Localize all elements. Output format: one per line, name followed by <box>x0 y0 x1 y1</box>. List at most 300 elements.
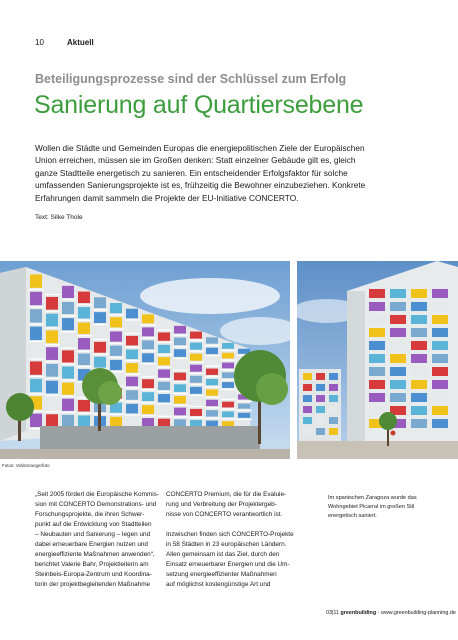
balcony-slab <box>77 366 92 367</box>
balcony-slab <box>45 378 60 379</box>
facade-window <box>158 382 170 390</box>
facade-window <box>411 367 427 376</box>
column-line: Steinbeis-Europa-Zentrum und Koordina- <box>35 571 152 578</box>
facade-window <box>142 405 154 414</box>
balcony-slab <box>109 343 124 344</box>
column-line: – Neubauten und Sanierung – legen und <box>35 531 151 538</box>
balcony-slab <box>29 306 44 307</box>
facade-window <box>316 384 325 391</box>
headline: Sanierung auf Quartiersebene <box>34 91 364 119</box>
footer-issue: 03|11 <box>326 610 339 616</box>
balcony-slab <box>29 324 44 325</box>
balcony-slab <box>109 328 124 329</box>
balcony-slab <box>77 320 92 321</box>
facade-window <box>206 379 218 385</box>
balcony-slab <box>237 419 252 420</box>
balcony-slab <box>157 366 172 367</box>
column-line: dabei erneuerbare Energien nutzen und <box>35 541 148 548</box>
facade-window <box>411 328 427 337</box>
body-column-1 <box>35 490 163 590</box>
facade-window <box>222 392 234 398</box>
balcony-slab <box>205 397 220 398</box>
balcony-slab <box>125 374 140 375</box>
page-number: 10 <box>35 38 44 47</box>
balcony-slab <box>93 309 108 310</box>
column-line: Einsatz erneuerbarer Energien und die Um- <box>166 561 290 568</box>
facade-window <box>390 354 406 363</box>
facade-window <box>190 332 202 339</box>
balcony-slab <box>61 396 76 397</box>
body-column-2 <box>166 490 294 590</box>
footer-separator: · <box>376 610 381 616</box>
balcony-slab <box>93 354 108 355</box>
facade-window <box>329 373 338 380</box>
facade-window <box>126 309 138 319</box>
balcony-slab <box>77 413 92 414</box>
facade-window <box>190 398 202 405</box>
facade-window <box>126 390 138 400</box>
lead-line: umfassenden Sanierungsprojekte ist es, frühzeitig die Bewohner einzubeziehen. Konkrete <box>35 180 366 191</box>
balcony-slab <box>173 405 188 406</box>
balcony-slab <box>125 414 140 415</box>
facade-window <box>390 367 406 376</box>
facade-window <box>303 373 312 380</box>
balcony-slab <box>77 351 92 352</box>
balcony-slab <box>189 417 204 418</box>
facade-window <box>142 353 154 362</box>
column-line: CONCERTO Premium, die für die Evaluie- <box>166 491 287 498</box>
facade-window <box>110 331 122 341</box>
lead-line: Union erreichen, müssen sie im Großen denken: Statt einzelner Gebäude gilt es, gleich <box>35 155 356 166</box>
balcony-slab <box>45 311 60 312</box>
facade-window <box>432 380 448 389</box>
facade-window <box>158 419 170 427</box>
facade-window <box>46 330 58 343</box>
facade-window <box>78 307 90 318</box>
facade-window <box>390 341 406 350</box>
facade-window <box>46 397 58 410</box>
column-line: Forschungsprojekte, die ihren Schwer- <box>35 511 145 518</box>
facade-window <box>94 327 106 338</box>
balcony-slab <box>189 362 204 363</box>
photo-credit: Fotos: Veldsmangerfoto <box>2 463 50 468</box>
facade-window <box>432 406 448 415</box>
balcony-slab <box>173 335 188 336</box>
facade-window <box>78 354 90 365</box>
balcony-slab <box>237 401 252 402</box>
balcony-slab <box>205 345 220 346</box>
balcony-slab <box>189 351 204 352</box>
facade-window <box>432 367 448 376</box>
facade-window <box>190 354 202 361</box>
balcony-slab <box>173 416 188 417</box>
facade-window <box>30 309 42 322</box>
facade-window <box>158 357 170 365</box>
column-line: rung und Verbreitung der Projektergeb- <box>166 501 277 508</box>
facade-window <box>316 417 325 424</box>
balcony-slab <box>173 346 188 347</box>
facade-window <box>142 327 154 336</box>
facade-window <box>222 372 234 378</box>
facade-window <box>126 404 138 414</box>
balcony-slab <box>205 376 220 377</box>
facade-window <box>329 384 338 391</box>
balcony-slab <box>125 319 140 320</box>
balcony-slab <box>189 373 204 374</box>
balcony-slab <box>93 339 108 340</box>
facade-window <box>62 366 74 378</box>
balcony-slab <box>45 361 60 362</box>
facade-window <box>206 389 218 395</box>
facade-window <box>222 382 234 388</box>
facade-window <box>432 315 448 324</box>
balcony-slab <box>157 329 172 330</box>
facade-window <box>110 360 122 370</box>
facade-window <box>329 406 338 413</box>
facade-window <box>390 289 406 298</box>
column-line: Inzwischen finden sich CONCERTO-Projekte <box>166 531 294 538</box>
balcony-slab <box>141 376 156 377</box>
facade-window <box>158 320 170 328</box>
balcony-slab <box>125 333 140 334</box>
balcony-slab <box>189 406 204 407</box>
facade-window <box>190 420 202 427</box>
facade-window <box>369 328 385 337</box>
facade-window <box>126 377 138 387</box>
facade-window <box>142 340 154 349</box>
facade-window <box>329 417 338 424</box>
column-line: punkt auf die Entwicklung von Stadtteilen <box>35 521 152 528</box>
building-illustration-1 <box>0 261 290 459</box>
column-line: sion mit CONCERTO Demonstrations- und <box>35 501 157 508</box>
lead-line: Erfahrungen damit sammeln die Projekte der EU-Initiative CONCERTO. <box>35 192 299 203</box>
facade-window <box>222 402 234 408</box>
facade-window <box>142 418 154 427</box>
facade-window <box>158 345 170 353</box>
facade-window <box>411 315 427 324</box>
balcony-slab <box>61 347 76 348</box>
balcony-slab <box>189 395 204 396</box>
lead-line: Wollen die Städte und Gemeinden Europas die energiepolitischen Ziele der Europäischen <box>35 143 365 153</box>
facade-window <box>390 302 406 311</box>
facade-window <box>142 366 154 375</box>
facade-window <box>126 322 138 332</box>
balcony-slab <box>173 358 188 359</box>
facade-window <box>174 373 186 381</box>
facade-window <box>174 408 186 416</box>
facade-window <box>222 353 234 359</box>
facade-window <box>142 392 154 401</box>
facade-window <box>190 365 202 372</box>
balcony-slab <box>173 393 188 394</box>
facade-window <box>46 364 58 377</box>
facade-window <box>238 404 250 409</box>
facade-window <box>30 379 42 392</box>
facade-window <box>158 394 170 402</box>
facade-window <box>110 317 122 327</box>
balcony-slab <box>29 358 44 359</box>
facade-window <box>46 381 58 394</box>
facade-window <box>78 292 90 303</box>
balcony-slab <box>141 415 156 416</box>
facade-window <box>30 414 42 427</box>
facade-window <box>432 354 448 363</box>
facade-window <box>222 343 234 349</box>
byline: Text: Silke Thole <box>35 214 83 221</box>
balcony-slab <box>157 342 172 343</box>
balcony-slab <box>125 387 140 388</box>
facade-window <box>316 428 325 435</box>
balcony-slab <box>221 369 236 370</box>
facade-window <box>46 280 58 293</box>
facade-window <box>78 400 90 411</box>
facade-window <box>174 384 186 392</box>
balcony-slab <box>173 370 188 371</box>
facade-window <box>222 411 234 417</box>
building-illustration-2 <box>297 261 458 459</box>
balcony-slab <box>189 384 204 385</box>
balcony-slab <box>61 299 76 300</box>
facade-window <box>126 336 138 346</box>
facade-window <box>390 328 406 337</box>
facade-window <box>46 414 58 427</box>
facade-window <box>190 376 202 383</box>
facade-window <box>303 417 312 424</box>
facade-window <box>174 349 186 357</box>
facade-window <box>30 274 42 287</box>
column-line: energieeffiziente Maßnahmen anwenden“, <box>35 551 155 558</box>
facade-window <box>158 369 170 377</box>
facade-window <box>46 347 58 360</box>
facade-window <box>432 341 448 350</box>
facade-window <box>390 315 406 324</box>
facade-window <box>126 417 138 427</box>
facade-window <box>316 373 325 380</box>
balcony-slab <box>189 340 204 341</box>
facade-window <box>110 303 122 313</box>
facade-window <box>411 289 427 298</box>
balcony-slab <box>221 350 236 351</box>
column-line: Allen gemeinsam ist das Ziel, durch den <box>166 551 280 558</box>
kicker: Beteiligungsprozesse sind der Schlüssel zum Erfolg <box>35 72 347 86</box>
facade-window <box>369 315 385 324</box>
facade-window <box>110 417 122 427</box>
section-label: Aktuell <box>67 38 94 47</box>
balcony-slab <box>29 289 44 290</box>
balcony-slab <box>141 389 156 390</box>
apartment-building-photo <box>0 261 290 459</box>
facade-window <box>190 409 202 416</box>
facade-window <box>411 393 427 402</box>
facade-window <box>390 380 406 389</box>
balcony-slab <box>93 324 108 325</box>
facade-window <box>94 297 106 308</box>
facade-window <box>432 302 448 311</box>
facade-window <box>222 363 234 369</box>
facade-window <box>62 399 74 411</box>
facade-window <box>62 302 74 314</box>
balcony-slab <box>45 394 60 395</box>
facade-window <box>206 337 218 343</box>
balcony-slab <box>61 363 76 364</box>
balcony-slab <box>141 324 156 325</box>
balcony-slab <box>221 418 236 419</box>
facade-window <box>30 344 42 357</box>
facade-window <box>190 343 202 350</box>
balcony-slab <box>61 380 76 381</box>
facade-window <box>206 410 218 416</box>
facade-window <box>411 302 427 311</box>
balcony-slab <box>157 391 172 392</box>
balcony-slab <box>205 418 220 419</box>
balcony-slab <box>157 403 172 404</box>
facade-window <box>411 354 427 363</box>
balcony-slab <box>29 393 44 394</box>
facade-window <box>206 400 218 406</box>
balcony-slab <box>125 401 140 402</box>
column-line: in 58 Städten in 23 europäischen Ländern. <box>166 541 287 548</box>
facade-window <box>174 396 186 404</box>
facade-window <box>411 341 427 350</box>
balcony-slab <box>221 408 236 409</box>
balcony-slab <box>173 381 188 382</box>
facade-window <box>411 380 427 389</box>
balcony-slab <box>61 412 76 413</box>
column-line: berichtet Valerie Bahr, Projektleiterin am <box>35 561 149 568</box>
facade-window <box>158 332 170 340</box>
balcony-slab <box>45 411 60 412</box>
balcony-slab <box>61 315 76 316</box>
facade-window <box>369 289 385 298</box>
balcony-slab <box>205 407 220 408</box>
facade-window <box>411 406 427 415</box>
balcony-slab <box>77 304 92 305</box>
column-line: nisse von CONCERTO verantwortlich ist. <box>166 511 283 518</box>
apartment-building-photo-detail <box>297 261 458 459</box>
balcony-slab <box>157 416 172 417</box>
facade-window <box>62 318 74 330</box>
facade-window <box>316 395 325 402</box>
balcony-slab <box>109 357 124 358</box>
footer-url[interactable]: www.greenbuilding-planning.de <box>380 610 456 616</box>
facade-window <box>303 384 312 391</box>
facade-window <box>30 292 42 305</box>
facade-window <box>369 341 385 350</box>
balcony-slab <box>205 355 220 356</box>
balcony-slab <box>237 410 252 411</box>
facade-window <box>206 369 218 375</box>
facade-window <box>174 419 186 427</box>
caption-line: energetisch saniert. <box>328 513 377 519</box>
balcony-slab <box>45 344 60 345</box>
facade-window <box>369 354 385 363</box>
column-line: setzung energieeffizienter Maßnahmen <box>166 571 277 578</box>
facade-window <box>62 286 74 298</box>
column-line: auf möglichst kostengünstige Art und <box>166 581 271 588</box>
facade-window <box>303 428 312 435</box>
balcony-slab <box>29 341 44 342</box>
facade-window <box>126 349 138 359</box>
facade-window <box>369 302 385 311</box>
balcony-slab <box>157 354 172 355</box>
balcony-slab <box>221 379 236 380</box>
facade-window <box>174 338 186 346</box>
balcony-slab <box>45 327 60 328</box>
column-line: torin der projektbegleitenden Maßnahme <box>35 581 151 588</box>
facade-window <box>432 289 448 298</box>
facade-window <box>142 379 154 388</box>
facade-window <box>369 367 385 376</box>
caption-line: Wohngebiet Picarral im großen Stil <box>328 504 415 510</box>
facade-window <box>174 361 186 369</box>
lead-line: ganze Stadtteile energetisch zu sanieren. Ein entscheidender Erfolgsfaktor für solche <box>35 167 348 178</box>
facade-window <box>30 327 42 340</box>
facade-window <box>94 357 106 368</box>
lead-paragraph <box>35 142 425 204</box>
facade-window <box>158 406 170 414</box>
column-line: „Seit 2005 fördert die Europäische Kommis- <box>35 491 159 498</box>
balcony-slab <box>45 294 60 295</box>
facade-window <box>369 406 385 415</box>
facade-window <box>303 406 312 413</box>
facade-window <box>78 416 90 427</box>
balcony-slab <box>141 337 156 338</box>
balcony-slab <box>141 350 156 351</box>
balcony-slab <box>77 335 92 336</box>
facade-window <box>78 323 90 334</box>
facade-window <box>432 393 448 402</box>
facade-window <box>369 393 385 402</box>
facade-window <box>411 419 427 428</box>
balcony-slab <box>125 360 140 361</box>
facade-window <box>316 406 325 413</box>
facade-window <box>303 395 312 402</box>
facade-window <box>62 383 74 395</box>
balcony-slab <box>141 402 156 403</box>
facade-window <box>390 393 406 402</box>
balcony-slab <box>125 346 140 347</box>
facade-window <box>62 350 74 362</box>
facade-window <box>329 428 338 435</box>
facade-window <box>432 419 448 428</box>
facade-window <box>94 312 106 323</box>
facade-window <box>78 338 90 349</box>
facade-window <box>62 415 74 427</box>
facade-window <box>369 380 385 389</box>
balcony-slab <box>205 386 220 387</box>
facade-window <box>62 334 74 346</box>
facade-window <box>46 314 58 327</box>
facade-window <box>94 342 106 353</box>
facade-window <box>126 363 138 373</box>
balcony-slab <box>109 414 124 415</box>
page-footer <box>326 610 456 616</box>
facade-window <box>30 361 42 374</box>
facade-window <box>432 328 448 337</box>
footer-brand: greenbuilding <box>340 610 377 616</box>
facade-window <box>110 346 122 356</box>
balcony-slab <box>221 399 236 400</box>
facade-window <box>46 297 58 310</box>
balcony-slab <box>61 331 76 332</box>
facade-window <box>142 314 154 323</box>
facade-window <box>206 348 218 354</box>
balcony-slab <box>29 376 44 377</box>
facade-window <box>238 413 250 418</box>
photo-caption <box>328 494 438 521</box>
facade-window <box>329 395 338 402</box>
balcony-slab <box>157 379 172 380</box>
